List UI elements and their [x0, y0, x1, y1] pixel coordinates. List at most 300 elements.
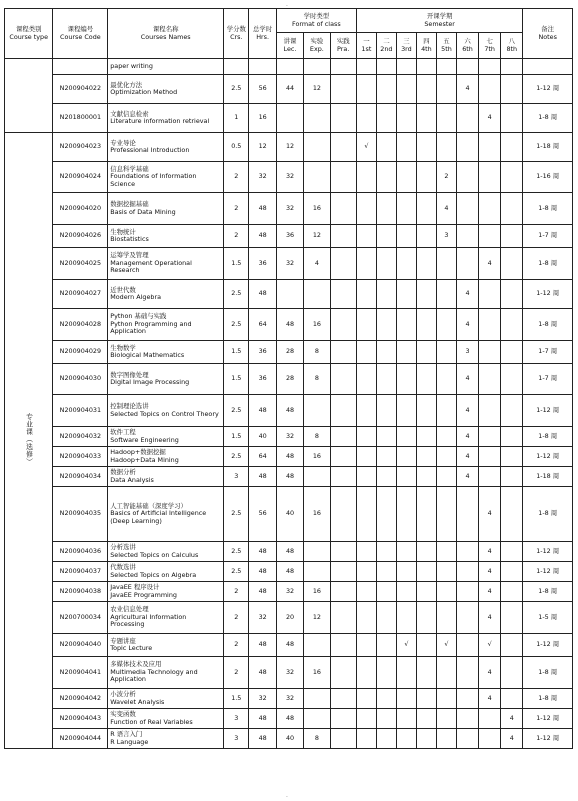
semester-cell: 4	[479, 689, 501, 709]
practice-hours	[330, 193, 356, 225]
semester-cell	[456, 133, 478, 162]
semester-cell	[396, 104, 416, 133]
notes: 1-8 周	[523, 248, 573, 280]
practice-hours	[330, 104, 356, 133]
practice-hours	[330, 75, 356, 104]
course-code: N200904031	[53, 395, 108, 427]
semester-cell	[479, 75, 501, 104]
semester-cell	[501, 582, 523, 602]
semester-cell	[396, 709, 416, 729]
experiment-hours: 12	[304, 75, 330, 104]
semester-cell	[436, 309, 456, 341]
semester-cell	[456, 582, 478, 602]
semester-cell	[376, 104, 396, 133]
course-name: 生物数学 Biological Mathematics	[108, 341, 224, 364]
hours: 16	[249, 104, 276, 133]
experiment-hours: 4	[304, 248, 330, 280]
semester-cell	[416, 248, 436, 280]
practice-hours	[330, 447, 356, 467]
semester-cell: √	[479, 634, 501, 657]
course-code: N200904025	[53, 248, 108, 280]
hours: 48	[249, 193, 276, 225]
notes: 1-7 周	[523, 341, 573, 364]
semester-cell	[376, 689, 396, 709]
semester-cell: 4	[501, 709, 523, 729]
table-row	[5, 447, 573, 467]
hours: 32	[249, 602, 276, 634]
semester-cell	[396, 487, 416, 542]
semester-cell	[416, 225, 436, 248]
lecture-hours: 20	[276, 602, 303, 634]
semester-cell	[376, 248, 396, 280]
semester-cell: 4	[479, 602, 501, 634]
course-code: N200904042	[53, 689, 108, 709]
semester-cell: √	[436, 634, 456, 657]
semester-cell	[479, 364, 501, 395]
semester-cell	[436, 133, 456, 162]
semester-cell	[456, 602, 478, 634]
credits: 2.5	[224, 542, 249, 562]
table-row	[5, 689, 573, 709]
experiment-hours: 16	[304, 193, 330, 225]
semester-cell: 4	[456, 447, 478, 467]
semester-cell	[436, 395, 456, 427]
table-row	[5, 729, 573, 749]
semester-cell	[396, 75, 416, 104]
semester-cell	[436, 75, 456, 104]
course-name: 数字图像处理 Digital Image Processing	[108, 364, 224, 395]
course-code: N200904044	[53, 729, 108, 749]
experiment-hours	[304, 467, 330, 487]
semester-cell	[356, 447, 376, 467]
notes: 1-18 周	[523, 133, 573, 162]
table-row	[5, 709, 573, 729]
lecture-hours: 40	[276, 729, 303, 749]
header-semester: 开课学期 Semester	[356, 9, 523, 33]
continuation-row	[5, 59, 573, 75]
lecture-hours: 12	[276, 133, 303, 162]
hours: 64	[249, 309, 276, 341]
semester-cell	[376, 341, 396, 364]
header-credits: 学分数 Crs.	[224, 9, 249, 59]
semester-cell	[396, 657, 416, 689]
semester-cell	[376, 395, 396, 427]
course-code: N200904035	[53, 487, 108, 542]
lecture-hours: 48	[276, 447, 303, 467]
semester-cell	[356, 248, 376, 280]
course-name: 信息科学基础 Foundations of Information Science	[108, 162, 224, 193]
course-code: N200904030	[53, 364, 108, 395]
semester-cell	[436, 248, 456, 280]
semester-cell	[501, 248, 523, 280]
notes: 1-8 周	[523, 309, 573, 341]
semester-cell	[396, 133, 416, 162]
practice-hours	[330, 395, 356, 427]
semester-cell	[479, 309, 501, 341]
semester-cell	[396, 280, 416, 309]
semester-cell	[501, 602, 523, 634]
table-row	[5, 104, 573, 133]
semester-cell	[416, 133, 436, 162]
course-name: 代数选讲 Selected Topics on Algebra	[108, 562, 224, 582]
semester-cell	[356, 309, 376, 341]
semester-cell	[479, 225, 501, 248]
notes: 1-7 周	[523, 225, 573, 248]
semester-cell	[436, 341, 456, 364]
lecture-hours: 48	[276, 709, 303, 729]
semester-cell	[436, 542, 456, 562]
practice-hours	[330, 248, 356, 280]
semester-cell	[376, 487, 396, 542]
semester-cell	[356, 225, 376, 248]
hours: 32	[249, 689, 276, 709]
page-bottom-mark: .	[286, 792, 288, 799]
semester-cell	[501, 395, 523, 427]
course-name: 小波分析 Wavelet Analysis	[108, 689, 224, 709]
table-row	[5, 467, 573, 487]
lecture-hours: 32	[276, 582, 303, 602]
semester-cell	[501, 447, 523, 467]
course-code: N200904033	[53, 447, 108, 467]
lecture-hours: 48	[276, 634, 303, 657]
table-row	[5, 487, 573, 542]
category-cell-top	[5, 59, 53, 133]
hours: 56	[249, 75, 276, 104]
course-name: 生物统计 Biostatistics	[108, 225, 224, 248]
semester-cell	[456, 248, 478, 280]
credits: 2.5	[224, 280, 249, 309]
semester-cell	[436, 602, 456, 634]
lecture-hours: 32	[276, 193, 303, 225]
experiment-hours: 8	[304, 427, 330, 447]
semester-cell	[396, 309, 416, 341]
course-name: 最优化方法 Optimization Method	[108, 75, 224, 104]
semester-cell	[501, 193, 523, 225]
table-row	[5, 225, 573, 248]
page-top-mark: .	[286, 1, 288, 8]
credits: 2.5	[224, 487, 249, 542]
semester-cell	[356, 729, 376, 749]
notes: 1-8 周	[523, 689, 573, 709]
practice-hours	[330, 562, 356, 582]
table-row	[5, 427, 573, 447]
semester-cell	[501, 562, 523, 582]
semester-cell	[356, 709, 376, 729]
lecture-hours: 48	[276, 562, 303, 582]
credits: 1.5	[224, 689, 249, 709]
table-row	[5, 133, 573, 162]
semester-cell	[436, 709, 456, 729]
hours: 48	[249, 582, 276, 602]
semester-cell: 2	[436, 162, 456, 193]
table-row	[5, 634, 573, 657]
semester-cell	[416, 467, 436, 487]
semester-cell	[376, 602, 396, 634]
hours: 48	[249, 542, 276, 562]
notes: 1-12 周	[523, 447, 573, 467]
semester-cell	[456, 657, 478, 689]
credits: 1.5	[224, 427, 249, 447]
semester-cell	[456, 562, 478, 582]
course-code: N200904024	[53, 162, 108, 193]
table-row	[5, 657, 573, 689]
semester-cell	[436, 427, 456, 447]
semester-cell	[416, 487, 436, 542]
course-code: N200904034	[53, 467, 108, 487]
semester-cell	[396, 225, 416, 248]
notes: 1-12 周	[523, 709, 573, 729]
course-name: 专题讲座 Topic Lecture	[108, 634, 224, 657]
experiment-hours: 8	[304, 364, 330, 395]
semester-cell	[479, 341, 501, 364]
semester-cell	[396, 562, 416, 582]
semester-cell	[501, 75, 523, 104]
course-code: N201800001	[53, 104, 108, 133]
semester-cell	[396, 729, 416, 749]
semester-cell	[356, 162, 376, 193]
course-code: N200700034	[53, 602, 108, 634]
hours: 32	[249, 162, 276, 193]
semester-cell	[356, 395, 376, 427]
experiment-hours: 16	[304, 309, 330, 341]
semester-cell	[436, 562, 456, 582]
credits: 2.5	[224, 562, 249, 582]
hours: 36	[249, 248, 276, 280]
hours: 48	[249, 657, 276, 689]
course-name: 实变函数 Function of Real Variables	[108, 709, 224, 729]
header-format: 学时类型 Format of class	[276, 9, 356, 33]
notes: 1-8 周	[523, 193, 573, 225]
semester-cell	[436, 447, 456, 467]
practice-hours	[330, 582, 356, 602]
semester-cell	[436, 280, 456, 309]
semester-cell	[501, 542, 523, 562]
semester-cell	[356, 193, 376, 225]
lecture-hours: 44	[276, 75, 303, 104]
semester-cell	[396, 193, 416, 225]
semester-cell	[356, 562, 376, 582]
experiment-hours: 12	[304, 602, 330, 634]
lecture-hours: 40	[276, 487, 303, 542]
header-semester-col: 二 2nd	[376, 33, 396, 59]
lecture-hours: 28	[276, 341, 303, 364]
course-name: 数据挖掘基础 Basis of Data Mining	[108, 193, 224, 225]
practice-hours	[330, 467, 356, 487]
semester-cell	[376, 364, 396, 395]
hours: 48	[249, 634, 276, 657]
course-name: 运筹学及管理 Management Operational Research	[108, 248, 224, 280]
practice-hours	[330, 309, 356, 341]
semester-cell	[376, 467, 396, 487]
semester-cell	[376, 162, 396, 193]
semester-cell	[456, 487, 478, 542]
lecture-hours: 32	[276, 657, 303, 689]
semester-cell	[479, 729, 501, 749]
experiment-hours: 12	[304, 225, 330, 248]
experiment-hours	[304, 104, 330, 133]
lecture-hours: 48	[276, 395, 303, 427]
course-code: N200904036	[53, 542, 108, 562]
hours: 36	[249, 364, 276, 395]
semester-cell	[356, 467, 376, 487]
credits: 2	[224, 634, 249, 657]
semester-cell	[376, 729, 396, 749]
semester-cell	[396, 582, 416, 602]
header-format-col: 实践 Pra.	[330, 33, 356, 59]
practice-hours	[330, 133, 356, 162]
semester-cell	[356, 104, 376, 133]
course-name: Python 基础与实践 Python Programming and Application	[108, 309, 224, 341]
hours: 64	[249, 447, 276, 467]
notes: 1-8 周	[523, 582, 573, 602]
credits: 2	[224, 657, 249, 689]
semester-cell	[396, 447, 416, 467]
semester-cell	[456, 193, 478, 225]
table-row	[5, 280, 573, 309]
course-code: N200904020	[53, 193, 108, 225]
hours: 48	[249, 225, 276, 248]
experiment-hours	[304, 634, 330, 657]
table-row	[5, 395, 573, 427]
semester-cell: √	[396, 634, 416, 657]
semester-cell	[456, 709, 478, 729]
experiment-hours: 16	[304, 582, 330, 602]
course-code: N200904037	[53, 562, 108, 582]
semester-cell	[479, 395, 501, 427]
semester-cell	[501, 225, 523, 248]
semester-cell	[479, 709, 501, 729]
semester-cell	[416, 341, 436, 364]
header-format-col: 实验 Exp.	[304, 33, 330, 59]
header-semester-col: 六 6th	[456, 33, 478, 59]
notes: 1-16 周	[523, 162, 573, 193]
semester-cell	[416, 104, 436, 133]
hours: 48	[249, 729, 276, 749]
practice-hours	[330, 689, 356, 709]
notes: 1-8 周	[523, 657, 573, 689]
semester-cell	[479, 280, 501, 309]
semester-cell	[436, 582, 456, 602]
semester-cell	[356, 602, 376, 634]
table-row	[5, 341, 573, 364]
semester-cell	[501, 467, 523, 487]
hours: 40	[249, 427, 276, 447]
semester-cell	[396, 467, 416, 487]
course-code: N200904023	[53, 133, 108, 162]
hours: 56	[249, 487, 276, 542]
notes: 1-12 周	[523, 562, 573, 582]
semester-cell	[501, 341, 523, 364]
credits: 2.5	[224, 447, 249, 467]
semester-cell	[479, 427, 501, 447]
practice-hours	[330, 225, 356, 248]
header-semester-col: 五 5th	[436, 33, 456, 59]
table-row	[5, 248, 573, 280]
experiment-hours: 8	[304, 341, 330, 364]
header-code: 课程编号 Course Code	[53, 9, 108, 59]
semester-cell	[356, 542, 376, 562]
table-row	[5, 75, 573, 104]
notes: 1-8 周	[523, 487, 573, 542]
credits: 1	[224, 104, 249, 133]
table-row	[5, 582, 573, 602]
practice-hours	[330, 657, 356, 689]
course-name: 人工智能基础（深度学习） Basics of Artificial Intelligence (Deep Learning)	[108, 487, 224, 542]
practice-hours	[330, 709, 356, 729]
semester-cell	[356, 427, 376, 447]
semester-cell: 4	[479, 582, 501, 602]
hours: 36	[249, 341, 276, 364]
experiment-hours	[304, 162, 330, 193]
course-code: N200904032	[53, 427, 108, 447]
header-format-col: 讲课 Lec.	[276, 33, 303, 59]
course-code: N200904028	[53, 309, 108, 341]
semester-cell	[416, 602, 436, 634]
semester-cell	[356, 657, 376, 689]
course-code: N200904040	[53, 634, 108, 657]
semester-cell	[456, 162, 478, 193]
experiment-hours: 16	[304, 487, 330, 542]
credits: 3	[224, 729, 249, 749]
credits: 2	[224, 602, 249, 634]
credits: 2	[224, 582, 249, 602]
course-name: 分析选讲 Selected Topics on Calculus	[108, 542, 224, 562]
course-name: 多媒体技术及应用 Multimedia Technology and Application	[108, 657, 224, 689]
credits: 1.5	[224, 341, 249, 364]
course-code: N200904022	[53, 75, 108, 104]
semester-cell	[376, 542, 396, 562]
notes: 1-12 周	[523, 75, 573, 104]
course-code: N200904027	[53, 280, 108, 309]
course-name: 农业信息处理 Agricultural Information Processing	[108, 602, 224, 634]
course-name: 数据分析 Data Analysis	[108, 467, 224, 487]
header-semester-col: 三 3rd	[396, 33, 416, 59]
credits: 2	[224, 225, 249, 248]
experiment-hours	[304, 689, 330, 709]
hours: 48	[249, 709, 276, 729]
semester-cell	[356, 75, 376, 104]
course-code: N200904026	[53, 225, 108, 248]
course-code: N200904043	[53, 709, 108, 729]
semester-cell	[356, 487, 376, 542]
course-name: 文献信息检索 Literature information retrieval	[108, 104, 224, 133]
practice-hours	[330, 364, 356, 395]
semester-cell	[416, 447, 436, 467]
semester-cell	[501, 364, 523, 395]
semester-cell	[436, 364, 456, 395]
semester-cell	[396, 689, 416, 709]
experiment-hours: 8	[304, 729, 330, 749]
course-name: JavaEE 程序设计 JavaEE Programming	[108, 582, 224, 602]
experiment-hours	[304, 395, 330, 427]
credits: 3	[224, 709, 249, 729]
semester-cell	[416, 395, 436, 427]
lecture-hours: 48	[276, 542, 303, 562]
table-row	[5, 193, 573, 225]
header-semester-col: 七 7th	[479, 33, 501, 59]
semester-cell	[356, 341, 376, 364]
header-hours: 总学时 Hrs.	[249, 9, 276, 59]
semester-cell	[376, 562, 396, 582]
semester-cell	[436, 487, 456, 542]
lecture-hours	[276, 104, 303, 133]
semester-cell	[501, 634, 523, 657]
semester-cell	[376, 75, 396, 104]
hours: 48	[249, 467, 276, 487]
semester-cell: 4	[479, 104, 501, 133]
credits: 2.5	[224, 75, 249, 104]
semester-cell	[416, 634, 436, 657]
